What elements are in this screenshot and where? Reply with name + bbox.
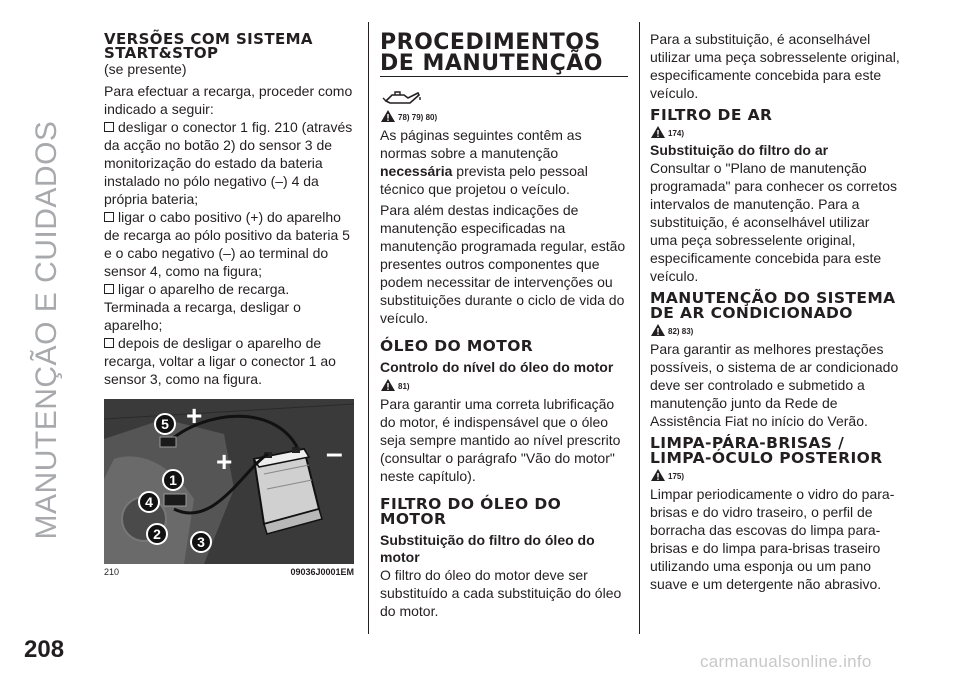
paragraph: Para garantir as melhores prestações possíveis, o sistema de ar condicionado deve ser controlado e submetido a manutenção junto da Rede de Assistência Fiat no início do Verão. [650,341,899,429]
page-number: 208 [24,636,65,663]
paragraph: Para garantir uma correta lubrificação do motor, é indispensável que o óleo seja sempre mantido ao nível prescrito (consultar o parágrafo "Vão do motor" neste capítulo). [380,396,621,484]
bullet-item: ligar o cabo positivo (+) do aparelho de recarga ao pólo positivo da bateria 5 e o cabo negativo (–) ao terminal do sensor 4, como na figura; [104,209,350,279]
callout-3: 3 [190,531,212,553]
checkbox-square-icon [104,338,114,348]
section-heading-start-stop: VERSÕES COM SISTEMA START&STOP [104,30,313,62]
subheading: Substituição do filtro do óleo do motor [380,532,595,565]
warning-triangle-icon [380,109,396,123]
column-1 [104,22,354,577]
warning-reference: 175) [650,468,900,482]
bullet-item: desligar o conector 1 fig. 210 (através da acção no botão 2) do sensor 3 de monitorização do estado da bateria instalado no pólo negativo (–) 4 da própria bateria; [104,119,353,207]
battery-figure [104,399,354,564]
main-heading-procedimentos: PROCEDIMENTOS DE MANUTENÇÃO [380,32,628,77]
oil-can-icon [382,87,422,107]
warning-triangle-icon [650,323,666,337]
warning-triangle-icon [650,125,666,139]
watermark: carmanualsonline.info [700,652,872,671]
subheading: Substituição do filtro do ar [650,142,829,158]
chapter-side-title: MANUTENÇÃO E CUIDADOS [30,120,63,540]
section-heading-limpa-para-brisas: LIMPA-PÁRA-BRISAS / LIMPA-ÓCULO POSTERIOR [650,434,883,467]
callout-1: 1 [162,469,184,491]
intro-paragraph: Para efectuar a recarga, proceder como indicado a seguir: [104,83,353,117]
paragraph: Para além destas indicações de manutenção especificadas na manutenção programada regular, estão presentes outros componentes que podem necessitar de intervenções ou substituições durante o ciclo de vida do veículo. [380,202,626,326]
column-divider [368,22,369,634]
column-divider [639,22,640,634]
checkbox-square-icon [104,284,114,294]
bullet-item: depois de desligar o aparelho de recarga, voltar a ligar o conector 1 ao sensor 3, como na figura. [104,335,336,387]
section-heading-oleo: ÓLEO DO MOTOR [380,337,534,355]
paragraph: Consultar o "Plano de manutenção programada" para conhecer os corretos intervalos de manutenção. Para a substituição, é aconselhável utilizar uma peça sobresselente original, especificamente concebida para este veículo. [650,160,897,284]
paragraph: O filtro do óleo do motor deve ser substituído a cada substituição do óleo do motor. [380,567,622,619]
section-heading-ar-condicionado: MANUTENÇÃO DO SISTEMA DE AR CONDICIONADO [650,289,896,322]
warning-reference: 174) [650,125,900,139]
battery-illustration [104,399,354,564]
column-2 [380,22,628,623]
warning-triangle-icon [380,378,396,392]
paragraph: Limpar periodicamente o vidro do para-brisas e do vidro traseiro, o perfil de borracha das escovas do limpa para-brisas e do limpa para-brisas traseiro utilizando uma esponja ou um pano suave e um detergente não abrasivo. [650,486,895,592]
section-heading-filtro-ar: FILTRO DE AR [650,106,773,124]
figure-number: 210 [104,567,120,577]
warning-reference: 78) 79) 80) [380,109,628,123]
minus-symbol: – [326,437,343,470]
column-3 [650,22,900,596]
checkbox-square-icon [104,212,114,222]
figure-code: 09036J0001EM [290,567,354,577]
callout-2: 2 [146,523,168,545]
checkbox-square-icon [104,122,114,132]
warning-triangle-icon [650,468,666,482]
plus-symbol-top: + [186,400,203,431]
warning-reference: 81) [380,378,628,392]
paragraph: Para a substituição, é aconselhável utilizar uma peça sobresselente original, especificamente concebida para este veículo. [650,31,900,101]
callout-4: 4 [138,491,160,513]
callout-5: 5 [154,413,176,435]
section-heading-filtro-oleo: FILTRO DO ÓLEO DO MOTOR [380,495,562,528]
warning-reference: 82) 83) [650,323,900,337]
figure-caption [104,567,354,577]
heading-subtitle: (se presente) [104,61,187,77]
plus-symbol-middle: + [216,446,233,477]
bullet-item: ligar o aparelho de recarga. Terminada a recarga, desligar o aparelho; [104,281,301,333]
subheading: Controlo do nível do óleo do motor [380,359,614,375]
intro-paragraph: As páginas seguintes contêm as normas sobre a manutenção necessária prevista pelo pessoal técnico que projetou o veículo. [380,127,588,197]
